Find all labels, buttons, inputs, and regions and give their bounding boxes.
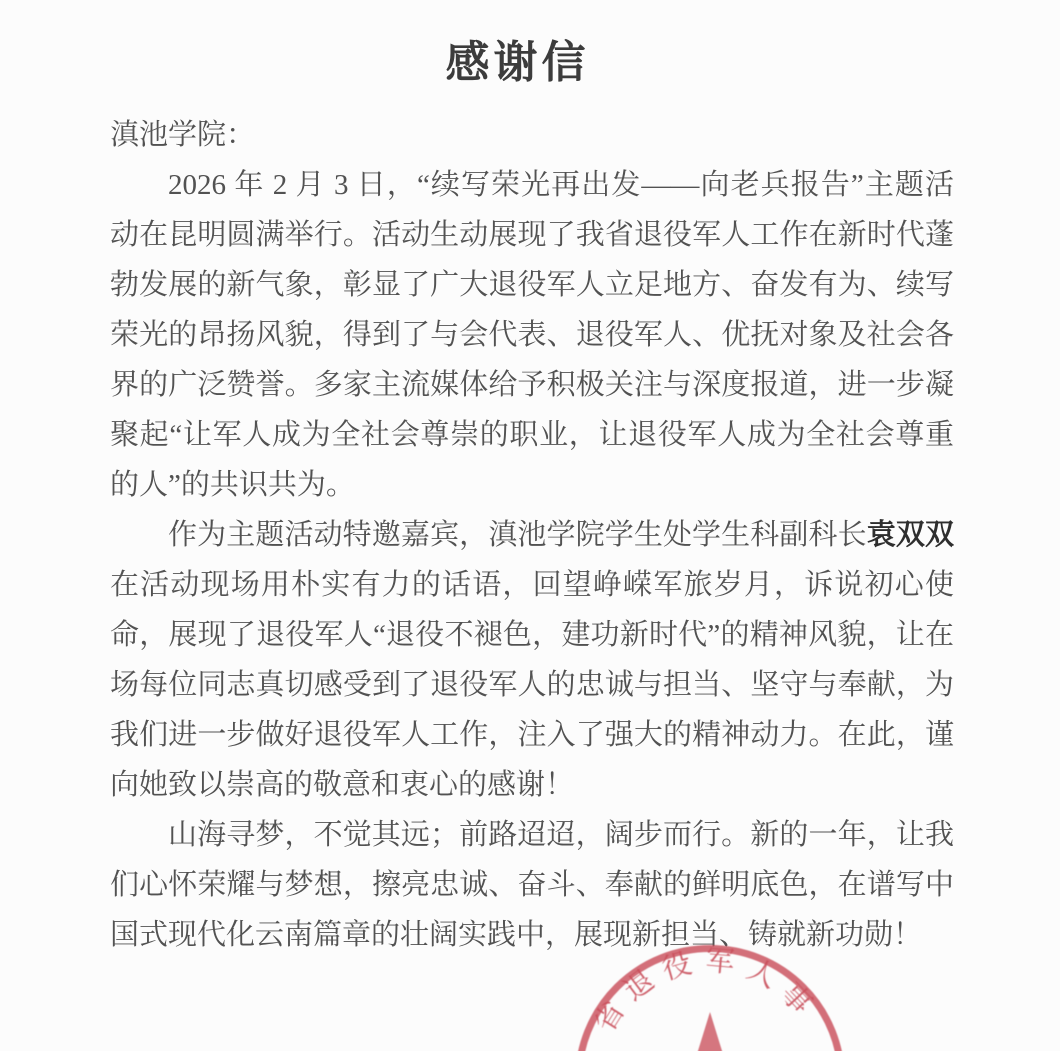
seal-character: 役 bbox=[658, 947, 696, 987]
salutation: 滇池学院： bbox=[110, 119, 256, 151]
letter-title: 感谢信 bbox=[445, 38, 590, 87]
paragraph-3: 山海寻梦，不觉其远；前路迢迢，阔步而行。新的一年，让我们心怀荣耀与梦想，擦亮忠诚、奋斗、奉献的鲜明底色，在谱写中国式现代化云南篇章的壮阔实践中，展现新担当、铸就新功勋！ bbox=[110, 819, 954, 951]
seal-character: 军 bbox=[704, 944, 736, 980]
seal-character: 人 bbox=[741, 953, 783, 995]
letter-body bbox=[110, 110, 954, 960]
seal-character: 事 bbox=[774, 977, 818, 1021]
guest-name: 袁双双 bbox=[866, 519, 954, 551]
paragraph-1: 2026 年 2 月 3 日，“续写荣光再出发——向老兵报告”主题活动在昆明圆满举行。活动生动展现了我省退役军人工作在新时代蓬勃发展的新气象，彰显了广大退役军人立足地方、奋发有为、续写荣光的昂扬风貌，得到了与会代表、退役军人、优抚对象及社会各界的广泛赞誉。多家主流媒体给予积极关注与深度报道，进一步凝聚起“让军人成为全社会尊崇的职业，让退役军人成为全社会尊重的人”的共识共为。 bbox=[110, 169, 954, 501]
paragraph-2-before-name: 作为主题活动特邀嘉宾，滇池学院学生处学生科副科长 bbox=[168, 519, 867, 551]
seal-character: 省 bbox=[588, 996, 632, 1038]
paragraph-2-after-name: 在活动现场用朴实有力的话语，回望峥嵘军旅岁月，诉说初心使命，展现了退役军人“退役不褪色，建功新时代”的精神风貌，让在场每位同志真切感受到了退役军人的忠诚与担当、坚守与奉献，为我们进一步做好退役军人工作，注入了强大的精神动力。在此，谨向她致以崇高的敬意和衷心的感谢！ bbox=[110, 569, 954, 801]
paragraph-2 bbox=[110, 510, 954, 810]
seal-character: 退 bbox=[617, 964, 661, 1008]
official-seal bbox=[570, 940, 850, 1051]
